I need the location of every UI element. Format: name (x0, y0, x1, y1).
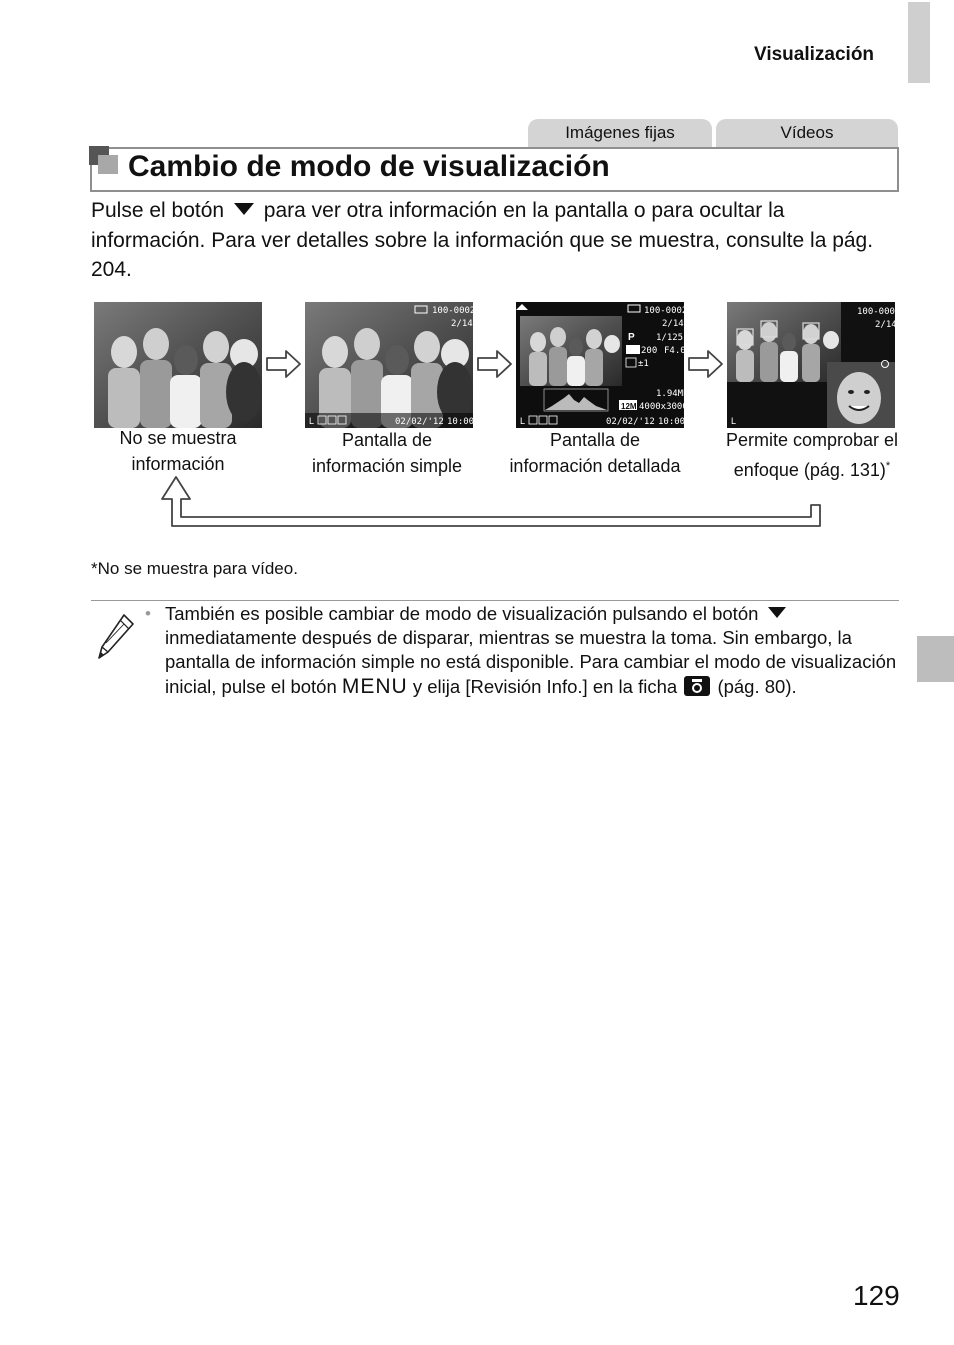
camera-icon (684, 676, 710, 696)
file-number: 100-0002 (857, 307, 901, 317)
down-triangle-icon (768, 607, 786, 618)
capture-date: 02/02/'12 (395, 417, 444, 427)
intro-text-after: para ver otra información en la pantalla o para ocultar la información. Para ver detalles sobre la información que se muestra, consulte la pág. 204. (91, 199, 874, 281)
shutter-speed: 1/125 (656, 333, 684, 343)
photo-focus-check (727, 302, 901, 428)
exposure-compensation: ±1 (638, 359, 649, 369)
title-marker-shadow (98, 155, 118, 174)
tab-still-images: Imágenes fijas (528, 119, 712, 147)
image-resolution: 4000x3000 (639, 402, 688, 412)
arrow-right-icon (688, 350, 724, 378)
chapter-thumb-tab (917, 636, 954, 682)
arrow-right-icon (477, 350, 513, 378)
down-triangle-icon (234, 203, 254, 215)
loop-arrow-icon (160, 474, 826, 530)
note-text-1: También es posible cambiar de modo de visualización pulsando el botón (165, 603, 759, 624)
page-number: 129 (853, 1280, 900, 1311)
file-size: 1.94MB (656, 389, 689, 399)
caption-detailed-info: Pantalla de información detallada (509, 430, 681, 476)
screen-focus-check (727, 302, 901, 428)
photo-children-dog (94, 302, 262, 428)
footnote-mark: * (885, 459, 891, 472)
arrow-right-icon (266, 350, 302, 378)
capture-time: 10:00 (658, 417, 686, 427)
megapixels: 12M (621, 402, 637, 411)
photo-detailed-overlay (516, 302, 689, 428)
photo-children-dog (305, 302, 476, 428)
caption-simple-info: Pantalla de información simple (311, 430, 463, 476)
pencil-icon (96, 612, 136, 662)
caption-focus-text: Permite comprobar el enfoque (pág. 131) (725, 430, 899, 480)
tab-videos: Vídeos (716, 119, 898, 147)
iso-icon (626, 345, 640, 354)
size-icon: L (520, 416, 526, 426)
section-header: Visualización (754, 44, 875, 65)
iso-value: 200 (641, 346, 658, 356)
note-paragraph (165, 602, 900, 699)
screen-no-info (94, 302, 262, 428)
capture-time: 10:00 (447, 417, 475, 427)
footnote: *No se muestra para vídeo. (91, 559, 298, 578)
size-icon: L (731, 416, 737, 426)
note-divider (91, 600, 899, 601)
shooting-mode: P (628, 332, 635, 343)
file-number: 100-0002 (432, 306, 476, 316)
page-title: Cambio de modo de visualización (128, 150, 610, 183)
note-text-4: (pág. 80). (717, 675, 797, 697)
side-thumb-tab (908, 2, 930, 83)
capture-date: 02/02/'12 (606, 417, 655, 427)
caption-no-info: No se muestra información (119, 428, 237, 474)
bullet: • (145, 604, 151, 623)
note-text-2: inmediatamente después de disparar, mientras se muestra la toma. Sin embargo, la pantalla de información simple no está disponible. Para cambiar el modo de visualización inicial, pulse el botón (165, 627, 897, 697)
file-number: 100-0002 (644, 306, 688, 316)
image-counter: 2/14 (875, 320, 897, 330)
image-counter: 2/14 (451, 319, 473, 329)
menu-button-icon: MENU (341, 674, 408, 698)
aperture: F4.0 (664, 346, 686, 356)
intro-text-before: Pulse el botón (91, 199, 225, 222)
note-text-3: y elija [Revisión Info.] en la ficha (412, 675, 678, 697)
image-counter: 2/14 (662, 319, 684, 329)
screen-simple-info (305, 302, 476, 428)
intro-paragraph (91, 196, 903, 285)
screen-detailed-info (516, 302, 689, 428)
size-icon: L (309, 416, 315, 426)
